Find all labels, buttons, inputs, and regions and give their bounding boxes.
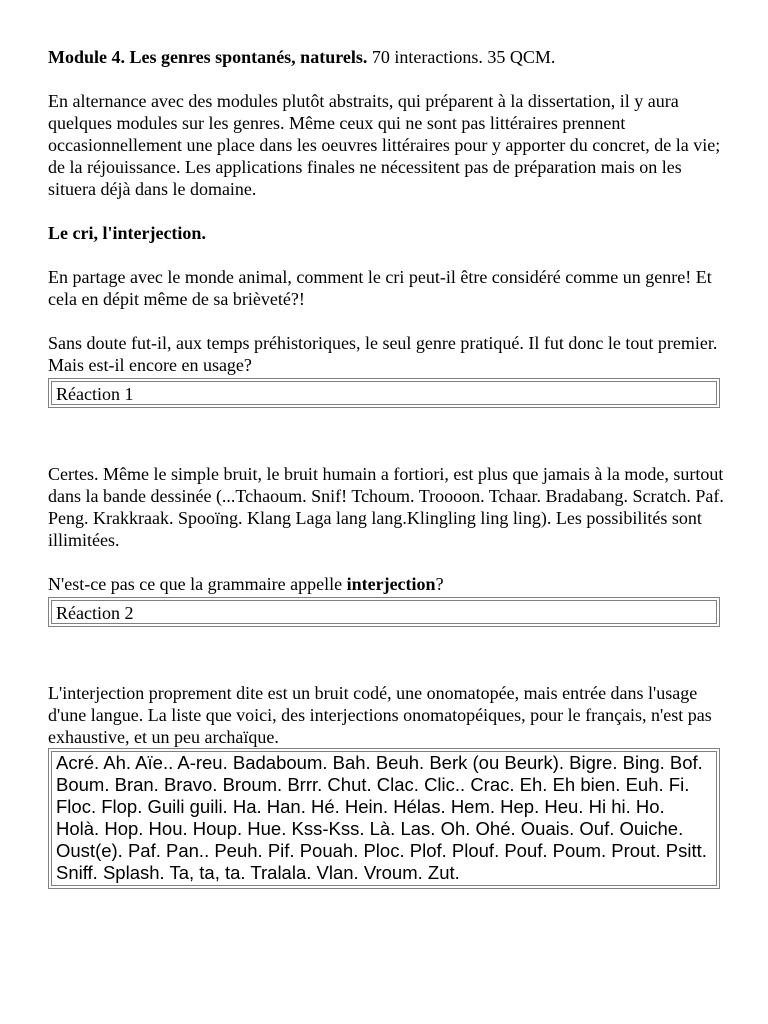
interjection-list: Acré. Ah. Aïe.. A-reu. Badaboum. Bah. Beuh. Berk (ou Beurk). Bigre. Bing. Bof. Boum. Bran. Bravo. Broum. Brrr. Chut. Clac. Clic.. Crac. Eh. Eh bien. Euh. Fi. Floc. Flop. Guili guili. Ha. Han. Hé. Hein. Hélas. Hem. Hep. Heu. Hi hi. Ho. Holà. Hop. Hou. Houp. Hue. Kss-Kss. Là. Las. Oh. Ohé. Ouais. Ouf. Ouiche. Oust(e). Paf. Pan.. Peuh. Pif. Pouah. Ploc. Plof. Plouf. Pouf. Poum. Prout. Psitt. Sniff. Splash. Ta, ta, ta. Tralala. Vlan. Vroum. Zut.: [51, 751, 717, 886]
module-title: Module 4. Les genres spontanés, naturels.: [48, 47, 368, 67]
document-page: [48, 46, 728, 889]
grammaire-text-before: N'est-ce pas ce que la grammaire appelle: [48, 574, 347, 594]
module-subtitle: 70 interactions. 35 QCM.: [367, 47, 556, 67]
paragraph-bruit: Certes. Même le simple bruit, le bruit humain a fortiori, est plus que jamais à la mode, surtout dans la bande dessinée (...Tchaoum. Snif! Tchoum. Troooon. Tchaar. Bradabang. Scratch. Paf. Peng. Krakkraak. Spooïng. Klang Laga lang lang.Klingling ling ling). Les possibilités sont illimitées.: [48, 464, 724, 550]
interjection-list-box: [48, 748, 720, 889]
paragraph-cri: En partage avec le monde animal, comment le cri peut-il être considéré comme un genre! Et cela en dépit même de sa brièveté?!: [48, 267, 712, 309]
paragraph-grammaire: [48, 573, 728, 595]
reaction-1-label[interactable]: Réaction 1: [51, 381, 717, 405]
section-title: Le cri, l'interjection.: [48, 223, 206, 243]
reaction-2-field[interactable]: [48, 597, 720, 627]
grammaire-text-after: ?: [435, 574, 444, 594]
paragraph-prehistoric: Sans doute fut-il, aux temps préhistoriques, le seul genre pratiqué. Il fut donc le tout premier. Mais est-il encore en usage?: [48, 333, 718, 375]
grammaire-term: interjection: [346, 574, 436, 594]
module-heading: [48, 46, 728, 68]
intro-paragraph: En alternance avec des modules plutôt abstraits, qui préparent à la dissertation, il y aura quelques modules sur les genres. Même ceux qui ne sont pas littéraires prennent occasionnellement une place dans les oeuvres littéraires pour y apporter du concret, de la vie; de la réjouissance. Les applications finales ne nécessitent pas de préparation mais on les situera déjà dans le domaine.: [48, 91, 721, 199]
reaction-2-label[interactable]: Réaction 2: [51, 600, 717, 624]
paragraph-onomatopee: L'interjection proprement dite est un bruit codé, une onomatopée, mais entrée dans l'usage d'une langue. La liste que voici, des interjections onomatopéiques, pour le français, n'est pas exhaustive, et un peu archaïque.: [48, 683, 712, 747]
reaction-1-field[interactable]: [48, 378, 720, 408]
